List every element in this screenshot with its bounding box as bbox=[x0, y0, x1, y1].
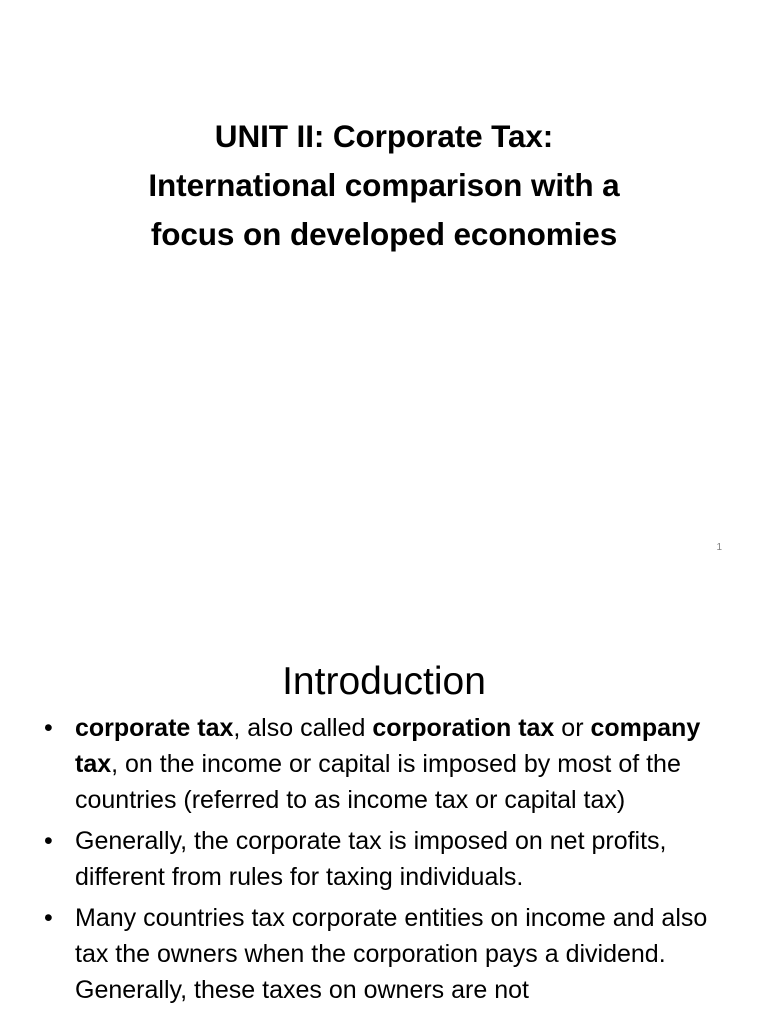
slide-title-line: International comparison with a bbox=[148, 167, 620, 203]
bullet-text bbox=[75, 714, 700, 814]
section-heading: Introduction bbox=[282, 660, 486, 704]
slide-title-line: UNIT II: Corporate Tax: bbox=[214, 118, 554, 154]
text-segment: Generally, the corporate tax is imposed on net profits, different from rules for taxing individuals. bbox=[75, 827, 667, 891]
bullet-dot-icon: • bbox=[44, 714, 53, 742]
bold-term: corporate tax bbox=[75, 714, 234, 742]
text-segment: , on the income or capital is imposed by most of the countries (referred to as income tax or capital tax) bbox=[75, 750, 681, 814]
bullet-text bbox=[75, 904, 707, 1004]
slide-title-line: focus on developed economies bbox=[150, 216, 618, 252]
bullet-item bbox=[40, 823, 730, 895]
bullet-item bbox=[40, 710, 730, 818]
bullet-item bbox=[40, 900, 730, 1008]
text-segment: Many countries tax corporate entities on income and also tax the owners when the corporation pays a dividend. Generally, these taxes on owners are not bbox=[75, 904, 708, 1004]
bullet-dot-icon: • bbox=[44, 827, 53, 855]
bullet-text bbox=[75, 827, 667, 891]
slide-number: 1 bbox=[716, 542, 722, 553]
text-segment: , also called bbox=[233, 714, 373, 742]
bullet-list bbox=[40, 710, 730, 1013]
bullet-dot-icon: • bbox=[44, 904, 53, 932]
slide-title bbox=[84, 112, 684, 259]
text-segment: or bbox=[554, 714, 591, 742]
bold-term: corporation tax bbox=[372, 714, 555, 742]
bold-term: company tax bbox=[75, 714, 701, 778]
